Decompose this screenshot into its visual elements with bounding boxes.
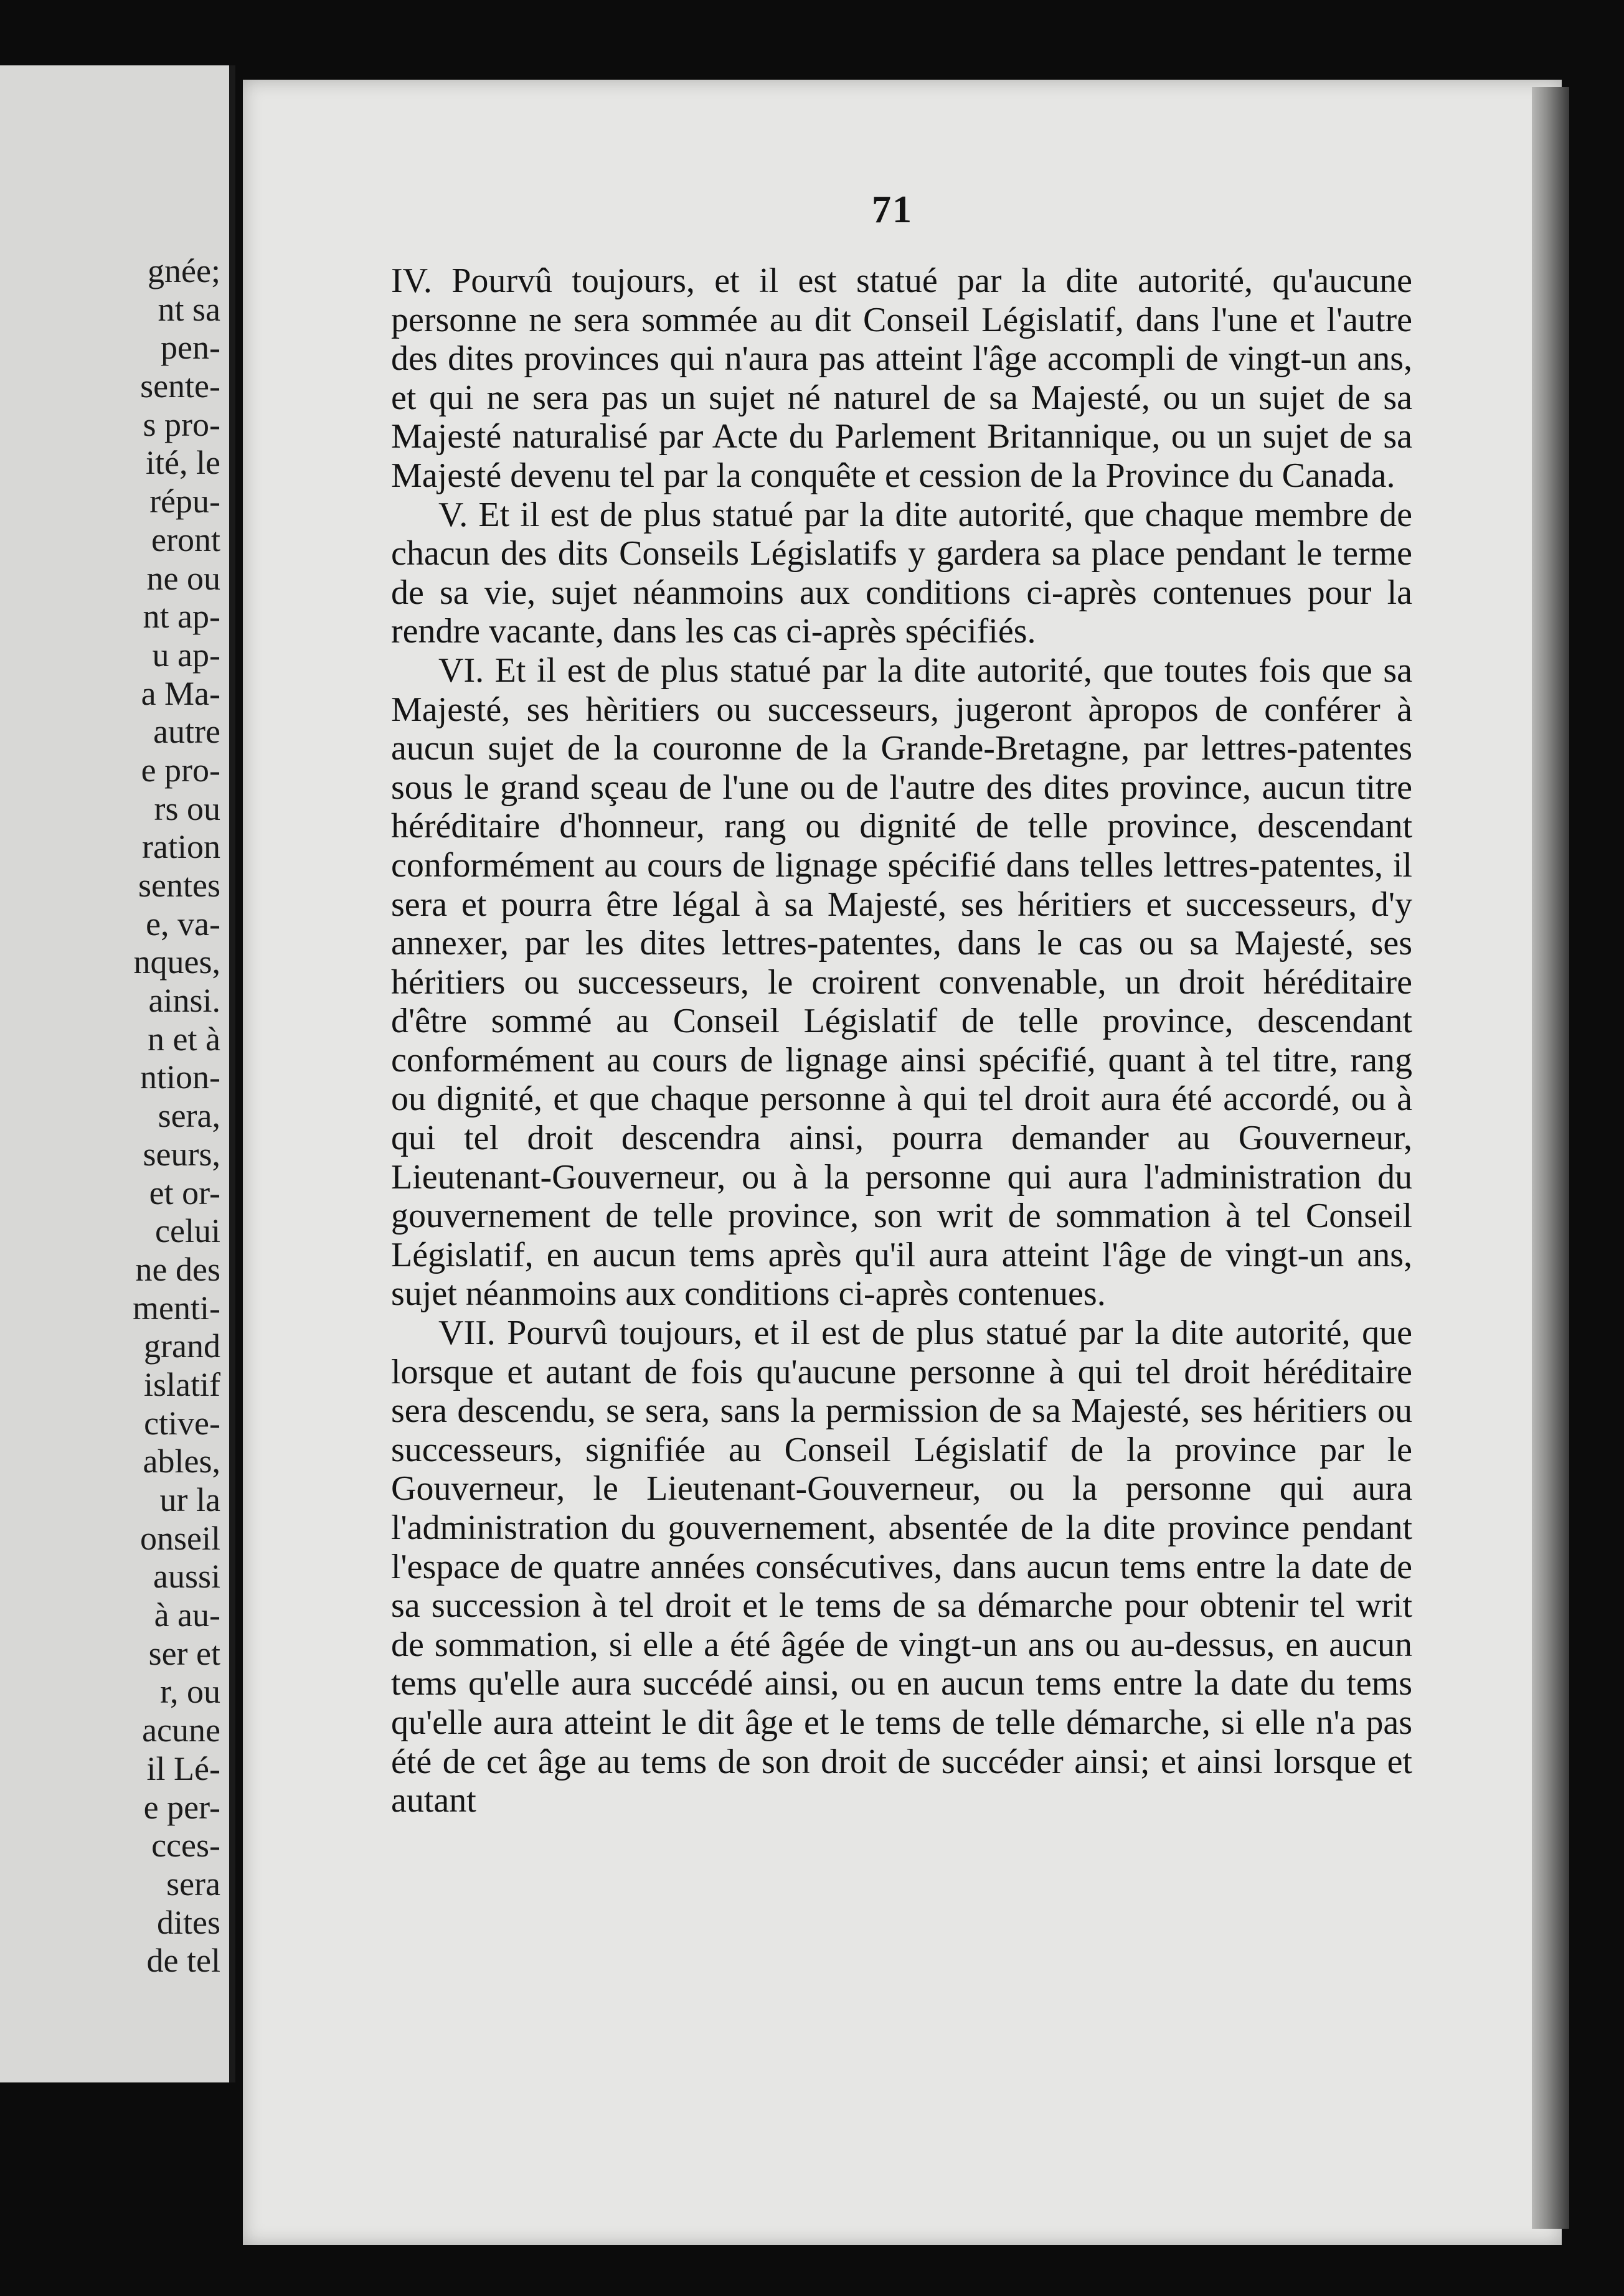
left-page-line: ur la: [159, 1481, 220, 1518]
left-page-line: de tel: [146, 1942, 220, 1980]
left-page-line: aussi: [153, 1558, 220, 1596]
page-body-text: [391, 261, 1412, 1820]
left-page-line: répu-: [149, 482, 220, 520]
paragraph-iv: IV. Pourvû toujours, et il est statué par la dite autorité, qu'aucune personne ne sera sommée au dit Conseil Législatif, dans l'une et l'autre des dites provinces qui n'aura pas atteint l'âge accompli de vingt-un ans, et qui ne sera pas un sujet né naturel de sa Majesté, ou un sujet de sa Majesté naturalisé par Acte du Parlement Britannique, ou un sujet de sa Majesté devenu tel par la conquête et cession de la Province du Canada.: [391, 261, 1412, 495]
left-page-line: dites: [157, 1903, 220, 1941]
left-page-line: autre: [153, 713, 220, 751]
left-page-line: ne des: [135, 1250, 220, 1288]
left-page-line: nt ap-: [143, 598, 220, 636]
left-page-line: n et à: [148, 1020, 220, 1058]
left-page-line: eront: [151, 520, 220, 558]
left-page-line: grand: [144, 1327, 220, 1365]
left-page-line: a Ma-: [141, 674, 220, 712]
left-page-line: ainsi.: [148, 982, 220, 1020]
left-page-line: il Lé-: [146, 1749, 220, 1787]
left-page-line: u ap-: [152, 636, 220, 674]
left-page-line: e per-: [143, 1788, 220, 1826]
left-page-line: islatif: [144, 1365, 220, 1403]
left-page-line: ration: [142, 828, 220, 866]
page-number: 71: [872, 189, 913, 231]
paragraph-v: V. Et il est de plus statué par la dite autorité, que chaque membre de chacun des dits Conseils Législatifs y gardera sa place pendant le terme de sa vie, sujet néanmoins aux conditions ci-après contenues pour la rendre vacante, dans les cas ci-après spécifiés.: [391, 495, 1412, 651]
page-edge-shadow: [1532, 87, 1569, 2229]
paragraph-vii: VII. Pourvû toujours, et il est de plus statué par la dite autorité, que lorsque et autant de fois qu'aucune personne à qui tel droit héréditaire sera descendu, se sera, sans la permission de sa Majesté, ses héritiers ou successeurs, signifiée au Conseil Législatif de la province par le Gouverneur, le Lieutenant-Gouverneur, ou la personne qui aura l'administration du gouvernement, absentée de la dite province pendant l'espace de quatre années consécutives, dans aucun tems entre la date de sa succession à tel droit et le tems de sa démarche pour obtenir tel writ de sommation, si elle a été âgée de vingt-un ans ou au-dessus, en aucun tems qu'elle aura succédé ainsi, ou en aucun tems entre la date du tems qu'elle aura atteint le dit âge et le tems de telle démarche, si elle n'a pas été de cet âge au tems de son droit de succéder ainsi; et ainsi lorsque et autant: [391, 1314, 1412, 1820]
left-page-line: ntion-: [140, 1058, 220, 1096]
left-page-fragment: [0, 65, 235, 2082]
paragraph-vi: VI. Et il est de plus statué par la dite autorité, que toutes fois que sa Majesté, ses hèritiers ou successeurs, jugeront àpropos de conférer à aucun sujet de la couronne de la Grande-Bretagne, par lettres-patentes sous le grand sçeau de l'une ou de l'autre des dites province, aucun titre héréditaire d'honneur, rang ou dignité de telle province, descendant conformément au cours de lignage spécifié dans telles lettres-patentes, il sera et pourra être légal à sa Majesté, ses héritiers et successeurs, d'y annexer, par les dites lettres-patentes, dans le cas ou sa Majesté, ses héritiers ou successeurs, le croirent convenable, un droit héréditaire d'être sommé au Conseil Législatif de telle province, descendant conformément au cours de lignage ainsi spécifié, quant à tel titre, rang ou dignité, et que chaque personne à qui tel droit aura été accordé, ou à qui tel droit descendra ainsi, pourra demander au Gouverneur, Lieutenant-Gouverneur, ou à la personne qui aura l'administration du gouvernement de telle province, son writ de sommation à tel Conseil Législatif, en aucun tems après qu'il aura atteint l'âge de vingt-un ans, sujet néanmoins aux conditions ci-après contenues.: [391, 651, 1412, 1314]
left-page-line: menti-: [133, 1289, 220, 1327]
left-page-line: ctive-: [144, 1404, 220, 1442]
left-page-line: r, ou: [160, 1673, 220, 1711]
left-page-text-column: [133, 252, 220, 1980]
left-page-line: e pro-: [141, 751, 220, 789]
left-page-line: à au-: [154, 1596, 220, 1634]
left-page-line: s pro-: [143, 405, 220, 443]
left-page-line: ne ou: [146, 559, 220, 597]
left-page-line: acune: [142, 1711, 220, 1749]
left-page-line: nques,: [133, 943, 220, 981]
left-page-line: sera: [166, 1865, 220, 1903]
left-page-line: pen-: [161, 329, 220, 367]
left-page-line: onseil: [140, 1519, 220, 1557]
left-page-line: cces-: [151, 1827, 220, 1865]
left-page-line: ité, le: [146, 444, 220, 482]
left-page-line: sera,: [158, 1097, 220, 1135]
left-page-line: e, va-: [146, 905, 220, 943]
left-page-line: rs ou: [154, 789, 220, 827]
left-page-line: sente-: [140, 367, 220, 405]
left-page-line: seurs,: [143, 1135, 220, 1173]
left-page-line: et or-: [149, 1174, 220, 1212]
left-page-line: gnée;: [148, 252, 220, 289]
left-page-line: sentes: [138, 867, 220, 904]
left-page-line: ser et: [148, 1634, 220, 1672]
left-page-line: celui: [155, 1212, 220, 1250]
left-page-line: ables,: [143, 1442, 220, 1480]
left-page-line: nt sa: [158, 290, 220, 328]
